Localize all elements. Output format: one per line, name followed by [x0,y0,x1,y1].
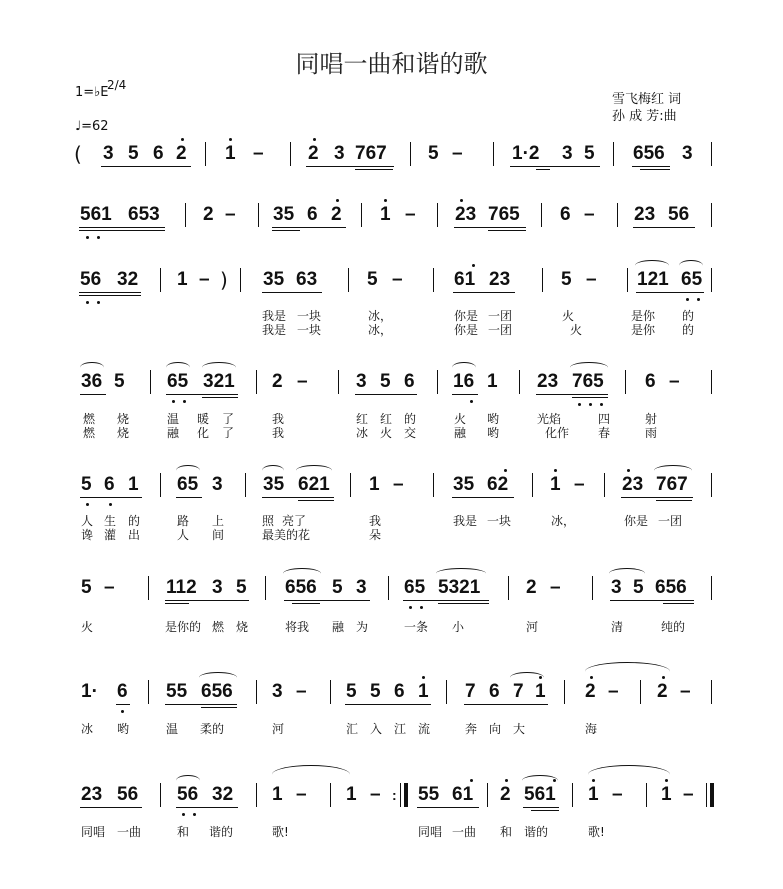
note: 55 [166,681,188,702]
lyric-syllable: 一团 [488,323,513,337]
lyric-syllable: 火 [380,426,393,440]
lyric-syllable: 冰， [551,514,576,528]
barline [640,680,641,704]
note: 765 [488,204,520,225]
final-barline [710,783,714,807]
note: 3 [272,681,283,702]
note: 1 [369,474,380,495]
lyric-syllable: 人 [177,528,190,542]
key-signature: 1=♭E [75,85,109,100]
lyric-syllable: 是你的 [165,620,202,634]
barline [711,203,712,227]
lyric-syllable: 同唱 [81,825,106,839]
barline [205,142,206,166]
note: 3 [103,143,114,164]
lyric-syllable: 哟 [487,412,500,426]
note: 3 [356,577,367,598]
dash: – [550,577,561,598]
note: 23 [537,371,559,392]
lyric-syllable: 融 [167,426,180,440]
lyric-syllable: 你是 [454,323,479,337]
note: 35 [263,269,285,290]
barline [711,268,712,292]
note: 5 [584,143,595,164]
note: 7 [465,681,476,702]
repeat-barline [404,783,408,807]
note: 3 [682,143,693,164]
note: 5 [561,269,572,290]
lyric-syllable: 火 [562,309,575,323]
note: 656 [633,143,665,164]
barline [265,576,266,600]
barline [625,370,626,394]
barline [646,783,647,807]
note: 561 [524,784,556,805]
dash: – [225,204,236,225]
dash: – [392,269,403,290]
lyric-syllable: 最美的花 [262,528,311,542]
lyric-syllable: 一团 [658,514,683,528]
lyric-syllable: 一曲 [117,825,142,839]
lyric-syllable: 火 [81,620,94,634]
note: 5321 [438,577,481,598]
note: 61 [454,269,476,290]
note: 5 [332,577,343,598]
note: 32 [117,269,139,290]
lyric-syllable: 我是 [453,514,478,528]
lyric-syllable: 河 [272,722,285,736]
lyric-syllable: 哟 [487,426,500,440]
note: 6 [645,371,656,392]
lyric-syllable: 烧 [117,412,130,426]
lyric-syllable: 奔 [465,722,478,736]
lyric-syllable: 间 [212,528,225,542]
barline [711,680,712,704]
lyric-syllable: 清 [611,620,624,634]
composer-credit: 孙 成 芳:曲 [612,109,677,124]
note: 32 [212,784,234,805]
lyric-syllable: 海 [585,722,598,736]
note: 2 [331,204,342,225]
barline [148,576,149,600]
lyric-syllable: 路 [177,514,190,528]
note: 3 [334,143,345,164]
barline [361,203,362,227]
note: 5 [380,371,391,392]
barline [150,370,151,394]
lyric-syllable: 同唱 [418,825,443,839]
barline [437,370,438,394]
close-paren: ) [220,268,228,292]
note: 767 [656,474,688,495]
note: 23 [81,784,103,805]
note: 36 [81,371,103,392]
lyric-syllable: 流 [418,722,431,736]
lyric-syllable: 温 [166,722,179,736]
lyric-syllable: 我 [272,412,285,426]
lyric-syllable: 一块 [297,323,322,337]
barline [388,576,389,600]
note: 3 [212,577,223,598]
note: 1 [177,269,188,290]
lyric-syllable: 雨 [645,426,658,440]
barline [433,473,434,497]
barline [290,142,291,166]
note: 6 [394,681,405,702]
lyric-syllable: 烧 [236,620,249,634]
lyric-syllable: 化作 [545,426,570,440]
note: 561 [80,204,112,225]
note: 65 [681,269,703,290]
note: 62 [487,474,509,495]
note: 61 [452,784,474,805]
lyric-syllable: 冰， [368,309,393,323]
note: 6 [560,204,571,225]
note: 35 [263,474,285,495]
note: 1 [418,681,429,702]
note: 5 [128,143,139,164]
lyric-syllable: 燃 [212,620,225,634]
barline [160,783,161,807]
lyric-syllable: 河 [526,620,539,634]
lyric-syllable: 了 [222,426,235,440]
dash: – [680,681,691,702]
note: 23 [489,269,511,290]
note: 6 [104,474,115,495]
note: 6 [153,143,164,164]
note: 5 [370,681,381,702]
barline [410,142,411,166]
barline [400,783,401,807]
dash: – [683,784,694,805]
note: 35 [273,204,295,225]
note: 1 [535,681,546,702]
lyric-syllable: 和 [500,825,513,839]
note: 656 [285,577,317,598]
lyric-syllable: 冰， [368,323,393,337]
note: 2 [203,204,214,225]
lyric-syllable: 人 [81,514,94,528]
dash: – [669,371,680,392]
note: 5 [81,474,92,495]
barline [519,370,520,394]
note: 1 [346,784,357,805]
lyric-syllable: 歌! [588,825,605,839]
lyric-syllable: 大 [513,722,526,736]
note: 2 [657,681,668,702]
barline [148,680,149,704]
note: 1 [128,474,139,495]
lyric-syllable: 的 [682,309,695,323]
song-title: 同唱一曲和谐的歌 [295,50,488,78]
dash: – [586,269,597,290]
note: 3 [356,371,367,392]
lyric-syllable: 柔的 [200,722,225,736]
barline [160,268,161,292]
barline [433,268,434,292]
lyric-syllable: 出 [128,528,141,542]
lyricist-credit: 雪飞梅红 词 [612,92,682,107]
dash: – [393,474,404,495]
dash: – [199,269,210,290]
note: 1 [272,784,283,805]
lyric-syllable: 冰 [356,426,369,440]
barline [330,783,331,807]
lyric-syllable: 灌 [104,528,117,542]
note: 767 [355,143,387,164]
note: 2 [272,371,283,392]
barline [245,473,246,497]
barline [487,783,488,807]
barline [493,142,494,166]
dash: – [574,474,585,495]
barline [446,680,447,704]
note: 621 [298,474,330,495]
dash: – [297,371,308,392]
note: 3 [212,474,223,495]
lyric-syllable: 你是 [624,514,649,528]
lyric-syllable: 我是 [262,309,287,323]
barline [592,576,593,600]
note: 56 [668,204,690,225]
barline [541,203,542,227]
lyric-syllable: 火 [570,323,583,337]
dash: – [296,784,307,805]
lyric-syllable: 交 [404,426,417,440]
lyric-syllable: 生 [104,514,117,528]
note: 23 [622,474,644,495]
barline [330,680,331,704]
lyric-syllable: 你是 [454,309,479,323]
tempo-marking: ♩=62 [75,119,109,134]
note: 23 [634,204,656,225]
note: 35 [453,474,475,495]
note: 7 [513,681,524,702]
note: 2 [308,143,319,164]
barline [256,680,257,704]
lyric-syllable: 我是 [262,323,287,337]
lyric-syllable: 纯的 [661,620,686,634]
barline [532,473,533,497]
note: 6 [404,371,415,392]
barline [240,268,241,292]
note: 6 [489,681,500,702]
note: 65 [177,474,199,495]
lyric-syllable: 的 [404,412,417,426]
lyric-syllable: 一团 [488,309,513,323]
lyric-syllable: 是你 [631,309,656,323]
lyric-syllable: 谐的 [209,825,234,839]
lyric-syllable: 照 [262,514,275,528]
lyric-syllable: 为 [356,620,369,634]
lyric-syllable: 的 [682,323,695,337]
lyric-syllable: 是你 [631,323,656,337]
note: 1·2 [512,143,540,164]
lyric-syllable: 四 [598,412,611,426]
lyric-syllable: 一曲 [452,825,477,839]
lyric-syllable: 红 [356,412,369,426]
note: 6 [117,681,128,702]
barline [617,203,618,227]
note: 3 [611,577,622,598]
note: 112 [166,577,197,598]
dash: – [296,681,307,702]
note: 5 [346,681,357,702]
barline [564,680,565,704]
barline [185,203,186,227]
lyric-syllable: 烧 [117,426,130,440]
lyric-syllable: 一块 [297,309,322,323]
note: 1 [225,143,236,164]
barline [437,203,438,227]
barline [542,268,543,292]
barline [350,473,351,497]
lyric-syllable: 江 [394,722,407,736]
note: 1 [550,474,561,495]
note: 63 [296,269,318,290]
lyric-syllable: 一条 [404,620,429,634]
note: 65 [404,577,426,598]
note: 5 [367,269,378,290]
lyric-syllable: 了 [222,412,235,426]
lyric-syllable: 我 [369,514,382,528]
note: 23 [455,204,477,225]
dash: – [584,204,595,225]
barline [160,473,161,497]
note: 656 [201,681,233,702]
note: 5 [114,371,125,392]
barline [711,370,712,394]
note: 2 [526,577,537,598]
dash: – [452,143,463,164]
note: 5 [81,577,92,598]
dash: – [104,577,115,598]
open-paren: ( [74,142,82,166]
lyric-syllable: 哟 [117,722,130,736]
note: 55 [418,784,440,805]
barline [348,268,349,292]
note: 16 [453,371,475,392]
lyric-syllable: 将我 [285,620,310,634]
note: 2 [585,681,596,702]
lyric-syllable: 的 [128,514,141,528]
lyric-syllable: 温 [167,412,180,426]
barline [613,142,614,166]
note: 1· [81,681,98,702]
lyric-syllable: 我 [272,426,285,440]
lyric-syllable: 一块 [487,514,512,528]
note: 1 [380,204,391,225]
lyric-syllable: 亮了 [282,514,307,528]
lyric-syllable: 红 [380,412,393,426]
lyric-syllable: 小 [452,620,465,634]
barline [711,473,712,497]
note: 121 [637,269,669,290]
note: 56 [117,784,139,805]
dash: – [405,204,416,225]
note: 1 [661,784,672,805]
dash: – [608,681,619,702]
note: 6 [307,204,318,225]
lyric-syllable: 冰 [81,722,94,736]
barline [627,268,628,292]
barline [572,783,573,807]
lyric-syllable: 融 [454,426,467,440]
barline [711,576,712,600]
lyric-syllable: 化 [197,426,210,440]
barline [711,142,712,166]
note: 1 [487,371,498,392]
note: 656 [655,577,687,598]
note: 2 [500,784,511,805]
note: 65 [167,371,189,392]
lyric-syllable: 和 [177,825,190,839]
lyric-syllable: 春 [598,426,611,440]
lyric-syllable: 融 [332,620,345,634]
lyric-syllable: 汇 [346,722,359,736]
barline [508,576,509,600]
barline [338,370,339,394]
lyric-syllable: 朵 [369,528,382,542]
barline [256,783,257,807]
barline [256,370,257,394]
dash: – [370,784,381,805]
note: 765 [572,371,604,392]
note: 56 [177,784,199,805]
lyric-syllable: 谗 [81,528,94,542]
note: 321 [203,371,235,392]
note: 3 [562,143,573,164]
lyric-syllable: 上 [212,514,225,528]
lyric-syllable: 光焰 [537,412,562,426]
dash: – [253,143,264,164]
time-signature: 2/4 [107,78,127,92]
lyric-syllable: 暖 [197,412,210,426]
lyric-syllable: 入 [370,722,383,736]
lyric-syllable: 向 [489,722,502,736]
note: 5 [428,143,439,164]
lyric-syllable: 歌! [272,825,289,839]
barline [706,783,707,807]
dash: – [612,784,623,805]
lyric-syllable: 射 [645,412,658,426]
note: 2 [176,143,187,164]
note: 56 [80,269,102,290]
note: 1 [588,784,599,805]
repeat-dots: : [392,787,397,803]
note: 5 [236,577,247,598]
lyric-syllable: 燃 [83,426,96,440]
lyric-syllable: 燃 [83,412,96,426]
lyric-syllable: 谐的 [524,825,549,839]
barline [258,203,259,227]
note: 653 [128,204,160,225]
barline [604,473,605,497]
note: 5 [633,577,644,598]
lyric-syllable: 火 [454,412,467,426]
